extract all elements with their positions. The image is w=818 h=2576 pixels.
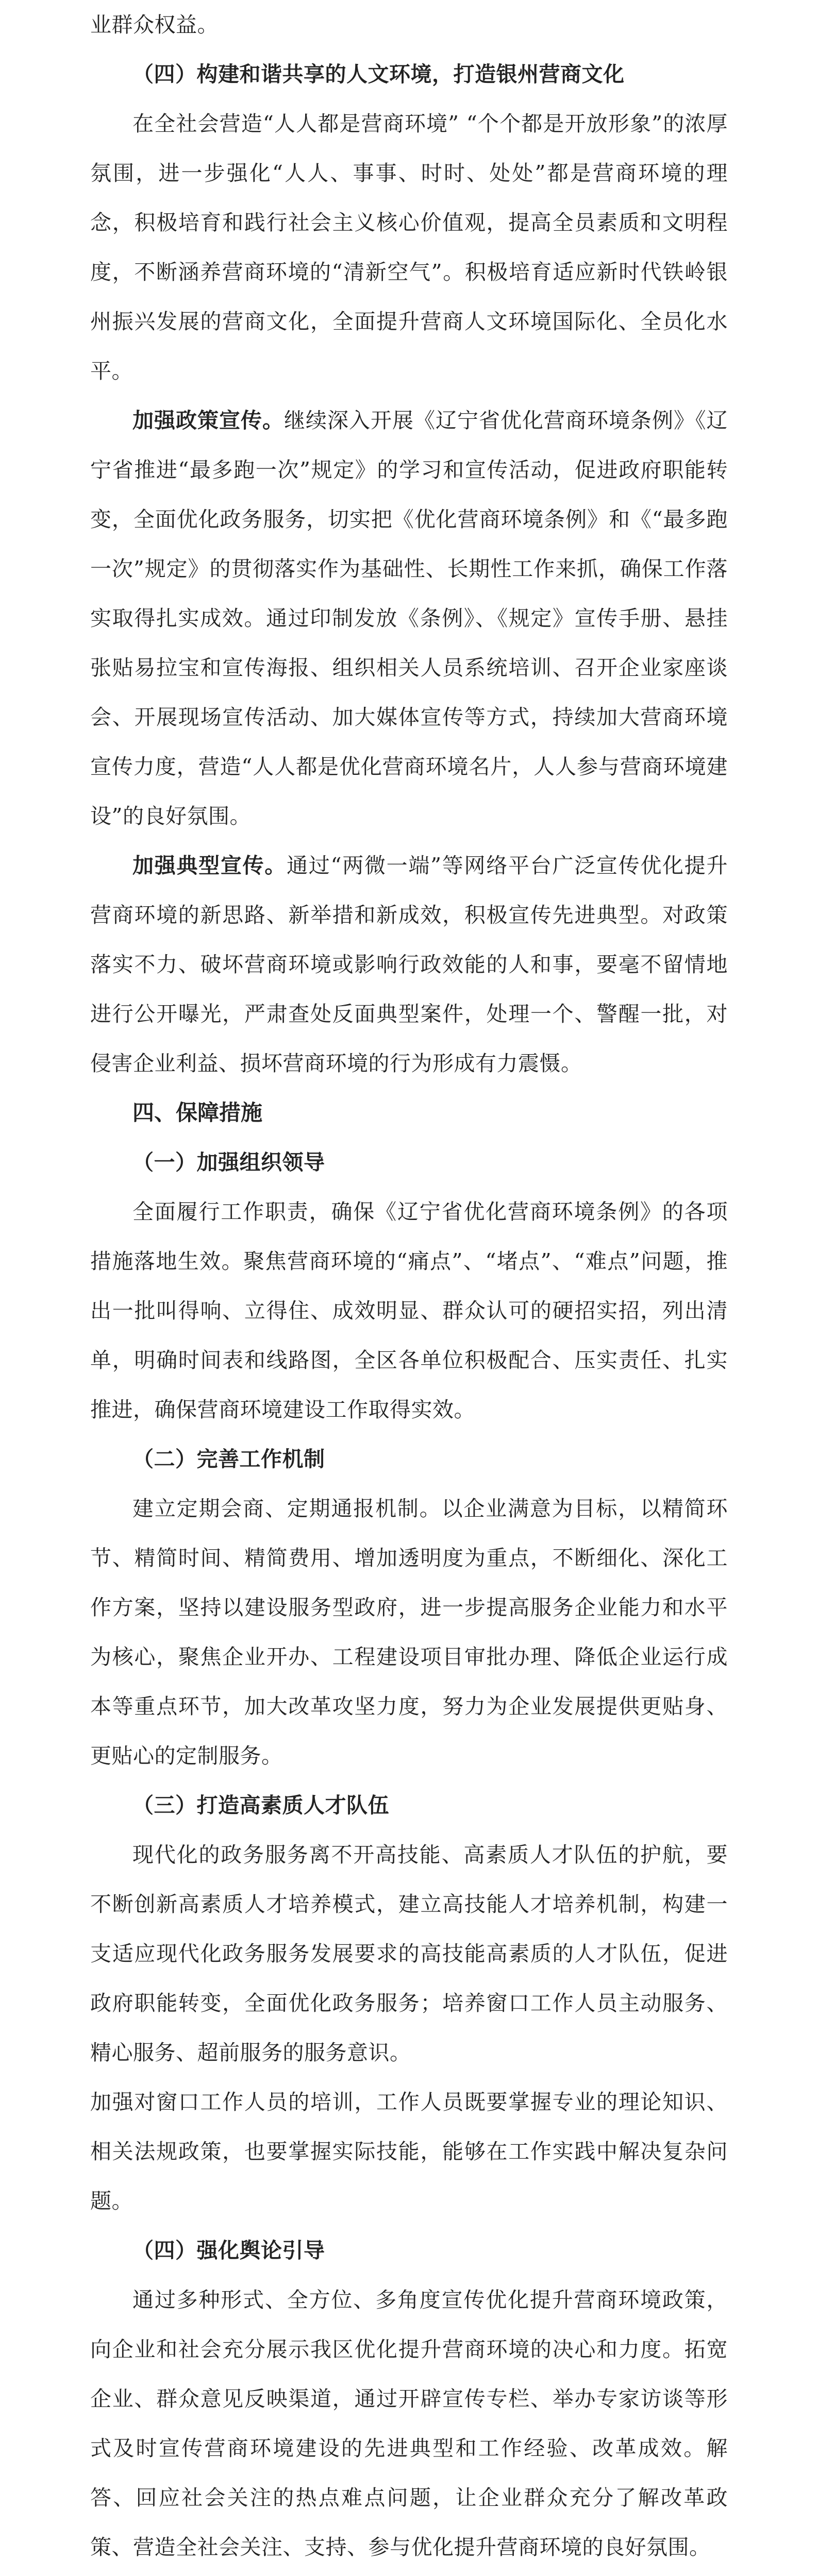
measure-3-paragraph-2: 加强对窗口工作人员的培训，工作人员既要掌握专业的理论知识、相关法规政策，也要掌握实际技能，能够在工作实践中解决复杂问题。 bbox=[90, 2090, 728, 2213]
measure-2-paragraph: 建立定期会商、定期通报机制。以企业满意为目标，以精简环节、精简时间、精简费用、增加透明度为重点，不断细化、深化工作方案，坚持以建设服务型政府，进一步提高服务企业能力和水平为核心，聚焦企业开办、工程建设项目审批办理、降低企业运行成本等重点环节，加大改革攻坚力度，努力为企业发展提供更贴身、更贴心的定制服务。 bbox=[90, 1496, 728, 1768]
safeguard-measures-heading: 四、保障措施 bbox=[132, 1100, 263, 1125]
policy-publicity-lead: 加强政策宣传。 bbox=[132, 408, 284, 433]
section-4-paragraph-2 bbox=[90, 396, 728, 841]
policy-publicity-body: 继续深入开展《辽宁省优化营商环境条例》《辽宁省推进“最多跑一次”规定》的学习和宣传活动，促进政府职能转变，全面优化政务服务，切实把《优化营商环境条例》和《“最多跑一次”规定》的贯彻落实作为基础性、长期性工作来抓，确保工作落实取得扎实成效。通过印制发放《条例》、《规定》宣传手册、悬挂张贴易拉宝和宣传海报、组织相关人员系统培训、召开企业家座谈会、开展现场宣传活动、加大媒体宣传等方式，持续加大营商环境宣传力度，营造“人人都是优化营商环境名片，人人参与营商环境建设”的良好氛围。 bbox=[90, 408, 728, 828]
section-4-heading: （四）构建和谐共享的人文环境，打造银州营商文化 bbox=[132, 62, 625, 87]
section-4-paragraph-3 bbox=[90, 841, 728, 1088]
measure-1-paragraph: 全面履行工作职责，确保《辽宁省优化营商环境条例》的各项措施落地生效。聚焦营商环境的“痛点”、“堵点”、“难点”问题，推出一批叫得响、立得住、成效明显、群众认可的硬招实招，列出清单，明确时间表和线路图，全区各单位积极配合、压实责任、扎实推进，确保营商环境建设工作取得实效。 bbox=[90, 1199, 728, 1422]
measure-1-heading: （一）加强组织领导 bbox=[132, 1150, 325, 1175]
measure-3-paragraph-1: 现代化的政务服务离不开高技能、高素质人才队伍的护航，要不断创新高素质人才培养模式，建立高技能人才培养机制，构建一支适应现代化政务服务发展要求的高技能高素质的人才队伍，促进政府职能转变，全面优化政务服务；培养窗口工作人员主动服务、精心服务、超前服务的服务意识。 bbox=[90, 1842, 728, 2065]
measure-5-heading bbox=[90, 2572, 728, 2576]
typical-publicity-body: 通过“两微一端”等网络平台广泛宣传优化提升营商环境的新思路、新举措和新成效，积极宣传先进典型。对政策落实不力、破坏营商环境或影响行政效能的人和事，要毫不留情地进行公开曝光，严肃查处反面典型案件，处理一个、警醒一批，对侵害企业利益、损坏营商环境的行为形成有力震慑。 bbox=[90, 853, 728, 1076]
measure-3-heading: （三）打造高素质人才队伍 bbox=[132, 1793, 389, 1818]
measure-4-heading: （四）强化舆论引导 bbox=[132, 2238, 325, 2263]
section-4-paragraph-1: 在全社会营造“人人都是营商环境” “个个都是开放形象”的浓厚氛围，进一步强化“人人、事事、时时、处处”都是营商环境的理念，积极培育和践行社会主义核心价值观，提高全员素质和文明程度，不断涵养营商环境的“清新空气”。积极培育适应新时代铁岭银州振兴发展的营商文化，全面提升营商人文环境国际化、全员化水平。 bbox=[90, 111, 728, 383]
measure-4-paragraph: 通过多种形式、全方位、多角度宣传优化提升营商环境政策，向企业和社会充分展示我区优化提升营商环境的决心和力度。拓宽企业、群众意见反映渠道，通过开辟宣传专栏、举办专家访谈等形式及时宣传营商环境建设的先进典型和工作经验、改革成效。解答、回应社会关注的热点难点问题，让企业群众充分了解改革政策、营造全社会关注、支持、参与优化提升营商环境的良好氛围。 bbox=[90, 2287, 728, 2560]
typical-publicity-lead: 加强典型宣传。 bbox=[132, 853, 287, 878]
intro-tail-paragraph: 业群众权益。 bbox=[90, 12, 219, 37]
measure-2-heading: （二）完善工作机制 bbox=[132, 1447, 325, 1471]
